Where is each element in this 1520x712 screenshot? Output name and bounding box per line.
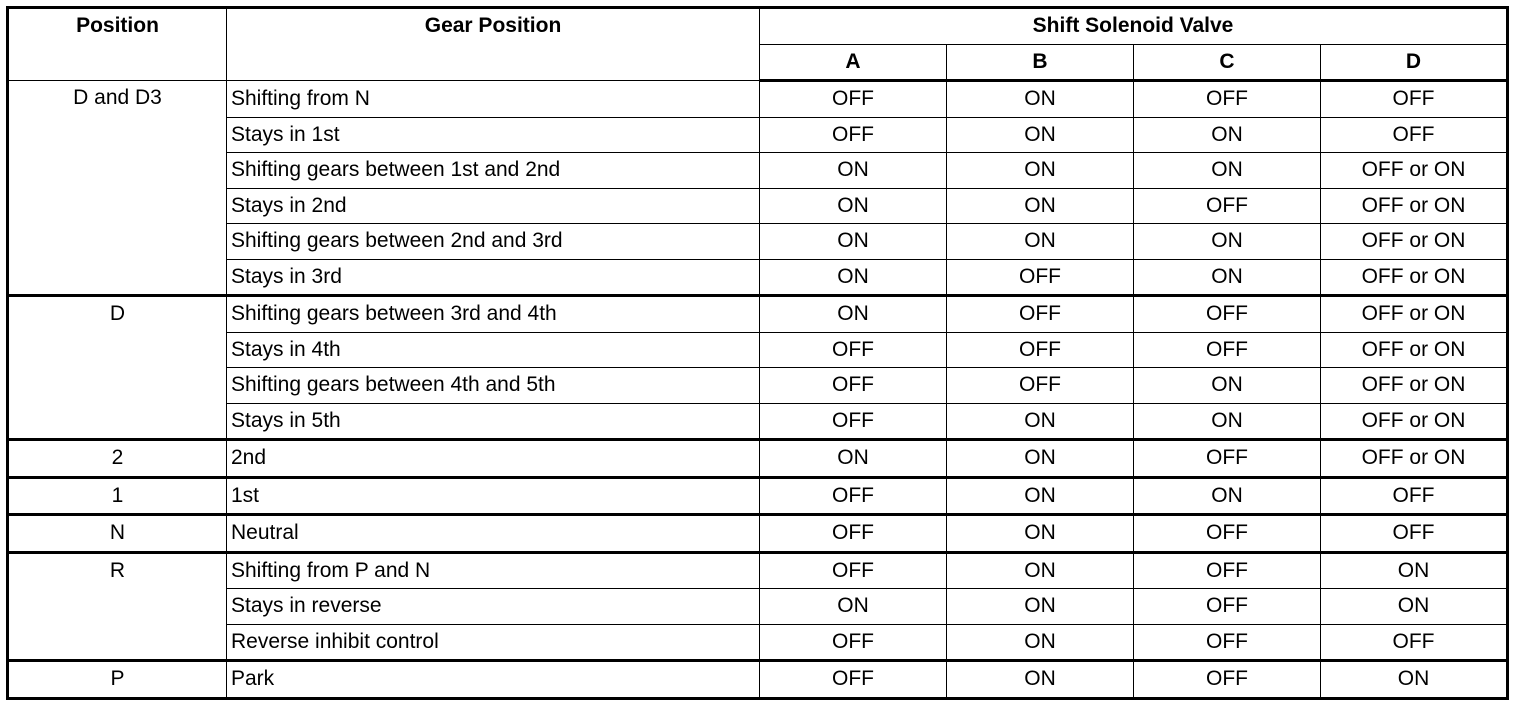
shift-solenoid-valve-header: Shift Solenoid Valve [760, 8, 1508, 45]
position-cell: P [8, 661, 227, 699]
table-row [8, 224, 1508, 260]
valve-c-cell: ON [1134, 117, 1321, 153]
valve-b-cell: ON [947, 153, 1134, 189]
valve-d-cell: OFF or ON [1321, 259, 1508, 296]
table-row [8, 552, 1508, 589]
table-body [8, 81, 1508, 699]
valve-a-cell: OFF [760, 515, 947, 553]
valve-a-cell: ON [760, 589, 947, 625]
gear-position-cell: Shifting gears between 3rd and 4th [227, 296, 760, 333]
table-row [8, 624, 1508, 661]
valve-c-cell: ON [1134, 368, 1321, 404]
valve-b-cell: ON [947, 589, 1134, 625]
gear-position-cell: Park [227, 661, 760, 699]
valve-b-cell: OFF [947, 296, 1134, 333]
valve-c-cell: OFF [1134, 440, 1321, 478]
gear-position-cell: Shifting from N [227, 81, 760, 118]
valve-c-cell: OFF [1134, 296, 1321, 333]
valve-a-cell: ON [760, 296, 947, 333]
valve-a-cell: OFF [760, 661, 947, 699]
table-row [8, 403, 1508, 440]
valve-c-cell: OFF [1134, 624, 1321, 661]
valve-d-cell: OFF or ON [1321, 296, 1508, 333]
valve-c-cell: OFF [1134, 332, 1321, 368]
valve-c-cell: OFF [1134, 661, 1321, 699]
valve-c-cell: ON [1134, 477, 1321, 515]
valve-d-cell: OFF [1321, 81, 1508, 118]
valve-a-cell: OFF [760, 624, 947, 661]
document-page [6, 6, 1509, 700]
gear-position-cell: 2nd [227, 440, 760, 478]
valve-c-cell: ON [1134, 403, 1321, 440]
table-row [8, 153, 1508, 189]
valve-b-cell: OFF [947, 259, 1134, 296]
table-row [8, 477, 1508, 515]
gear-position-cell: 1st [227, 477, 760, 515]
valve-d-cell: OFF or ON [1321, 368, 1508, 404]
valve-d-cell: ON [1321, 589, 1508, 625]
position-header: Position [8, 8, 227, 81]
valve-d-cell: OFF [1321, 515, 1508, 553]
shift-solenoid-table [6, 6, 1509, 700]
valve-b-cell: ON [947, 515, 1134, 553]
valve-b-cell: ON [947, 624, 1134, 661]
valve-d-cell: ON [1321, 661, 1508, 699]
valve-c-cell: ON [1134, 259, 1321, 296]
gear-position-cell: Stays in 3rd [227, 259, 760, 296]
valve-b-cell: ON [947, 403, 1134, 440]
valve-b-cell: ON [947, 661, 1134, 699]
gear-position-cell: Shifting from P and N [227, 552, 760, 589]
valve-d-cell: OFF or ON [1321, 188, 1508, 224]
valve-d-header: D [1321, 44, 1508, 81]
table-row [8, 188, 1508, 224]
valve-b-cell: ON [947, 81, 1134, 118]
table-row [8, 117, 1508, 153]
table-row [8, 296, 1508, 333]
position-cell: D and D3 [8, 81, 227, 296]
valve-d-cell: OFF or ON [1321, 332, 1508, 368]
valve-b-cell: ON [947, 477, 1134, 515]
table-row [8, 368, 1508, 404]
valve-b-cell: ON [947, 188, 1134, 224]
valve-a-cell: ON [760, 259, 947, 296]
valve-d-cell: OFF or ON [1321, 153, 1508, 189]
table-row [8, 81, 1508, 118]
table-row [8, 515, 1508, 553]
table-row [8, 589, 1508, 625]
position-cell: R [8, 552, 227, 661]
gear-position-cell: Shifting gears between 2nd and 3rd [227, 224, 760, 260]
valve-c-cell: ON [1134, 153, 1321, 189]
valve-a-header: A [760, 44, 947, 81]
valve-a-cell: ON [760, 188, 947, 224]
gear-position-cell: Stays in 5th [227, 403, 760, 440]
table-row [8, 440, 1508, 478]
gear-position-cell: Shifting gears between 1st and 2nd [227, 153, 760, 189]
valve-a-cell: OFF [760, 552, 947, 589]
valve-c-cell: OFF [1134, 81, 1321, 118]
valve-b-cell: OFF [947, 332, 1134, 368]
valve-a-cell: ON [760, 153, 947, 189]
gear-position-cell: Stays in 2nd [227, 188, 760, 224]
gear-position-header: Gear Position [227, 8, 760, 81]
table-row [8, 661, 1508, 699]
valve-a-cell: ON [760, 224, 947, 260]
valve-a-cell: OFF [760, 81, 947, 118]
valve-a-cell: ON [760, 440, 947, 478]
valve-a-cell: OFF [760, 117, 947, 153]
valve-c-cell: OFF [1134, 515, 1321, 553]
table-row [8, 259, 1508, 296]
valve-b-header: B [947, 44, 1134, 81]
valve-d-cell: OFF [1321, 624, 1508, 661]
valve-c-cell: OFF [1134, 188, 1321, 224]
valve-c-cell: OFF [1134, 552, 1321, 589]
valve-a-cell: OFF [760, 477, 947, 515]
valve-d-cell: OFF or ON [1321, 403, 1508, 440]
valve-c-cell: ON [1134, 224, 1321, 260]
valve-a-cell: OFF [760, 368, 947, 404]
valve-b-cell: ON [947, 440, 1134, 478]
valve-a-cell: OFF [760, 403, 947, 440]
gear-position-cell: Stays in 4th [227, 332, 760, 368]
gear-position-cell: Stays in 1st [227, 117, 760, 153]
valve-a-cell: OFF [760, 332, 947, 368]
valve-d-cell: OFF or ON [1321, 224, 1508, 260]
valve-d-cell: ON [1321, 552, 1508, 589]
valve-d-cell: OFF [1321, 477, 1508, 515]
table-header [8, 8, 1508, 81]
position-cell: D [8, 296, 227, 440]
valve-d-cell: OFF [1321, 117, 1508, 153]
valve-b-cell: ON [947, 117, 1134, 153]
gear-position-cell: Stays in reverse [227, 589, 760, 625]
position-cell: 1 [8, 477, 227, 515]
valve-d-cell: OFF or ON [1321, 440, 1508, 478]
valve-b-cell: OFF [947, 368, 1134, 404]
header-row-top [8, 8, 1508, 45]
position-cell: N [8, 515, 227, 553]
gear-position-cell: Shifting gears between 4th and 5th [227, 368, 760, 404]
table-row [8, 332, 1508, 368]
valve-b-cell: ON [947, 224, 1134, 260]
valve-c-header: C [1134, 44, 1321, 81]
gear-position-cell: Reverse inhibit control [227, 624, 760, 661]
valve-c-cell: OFF [1134, 589, 1321, 625]
gear-position-cell: Neutral [227, 515, 760, 553]
position-cell: 2 [8, 440, 227, 478]
valve-b-cell: ON [947, 552, 1134, 589]
